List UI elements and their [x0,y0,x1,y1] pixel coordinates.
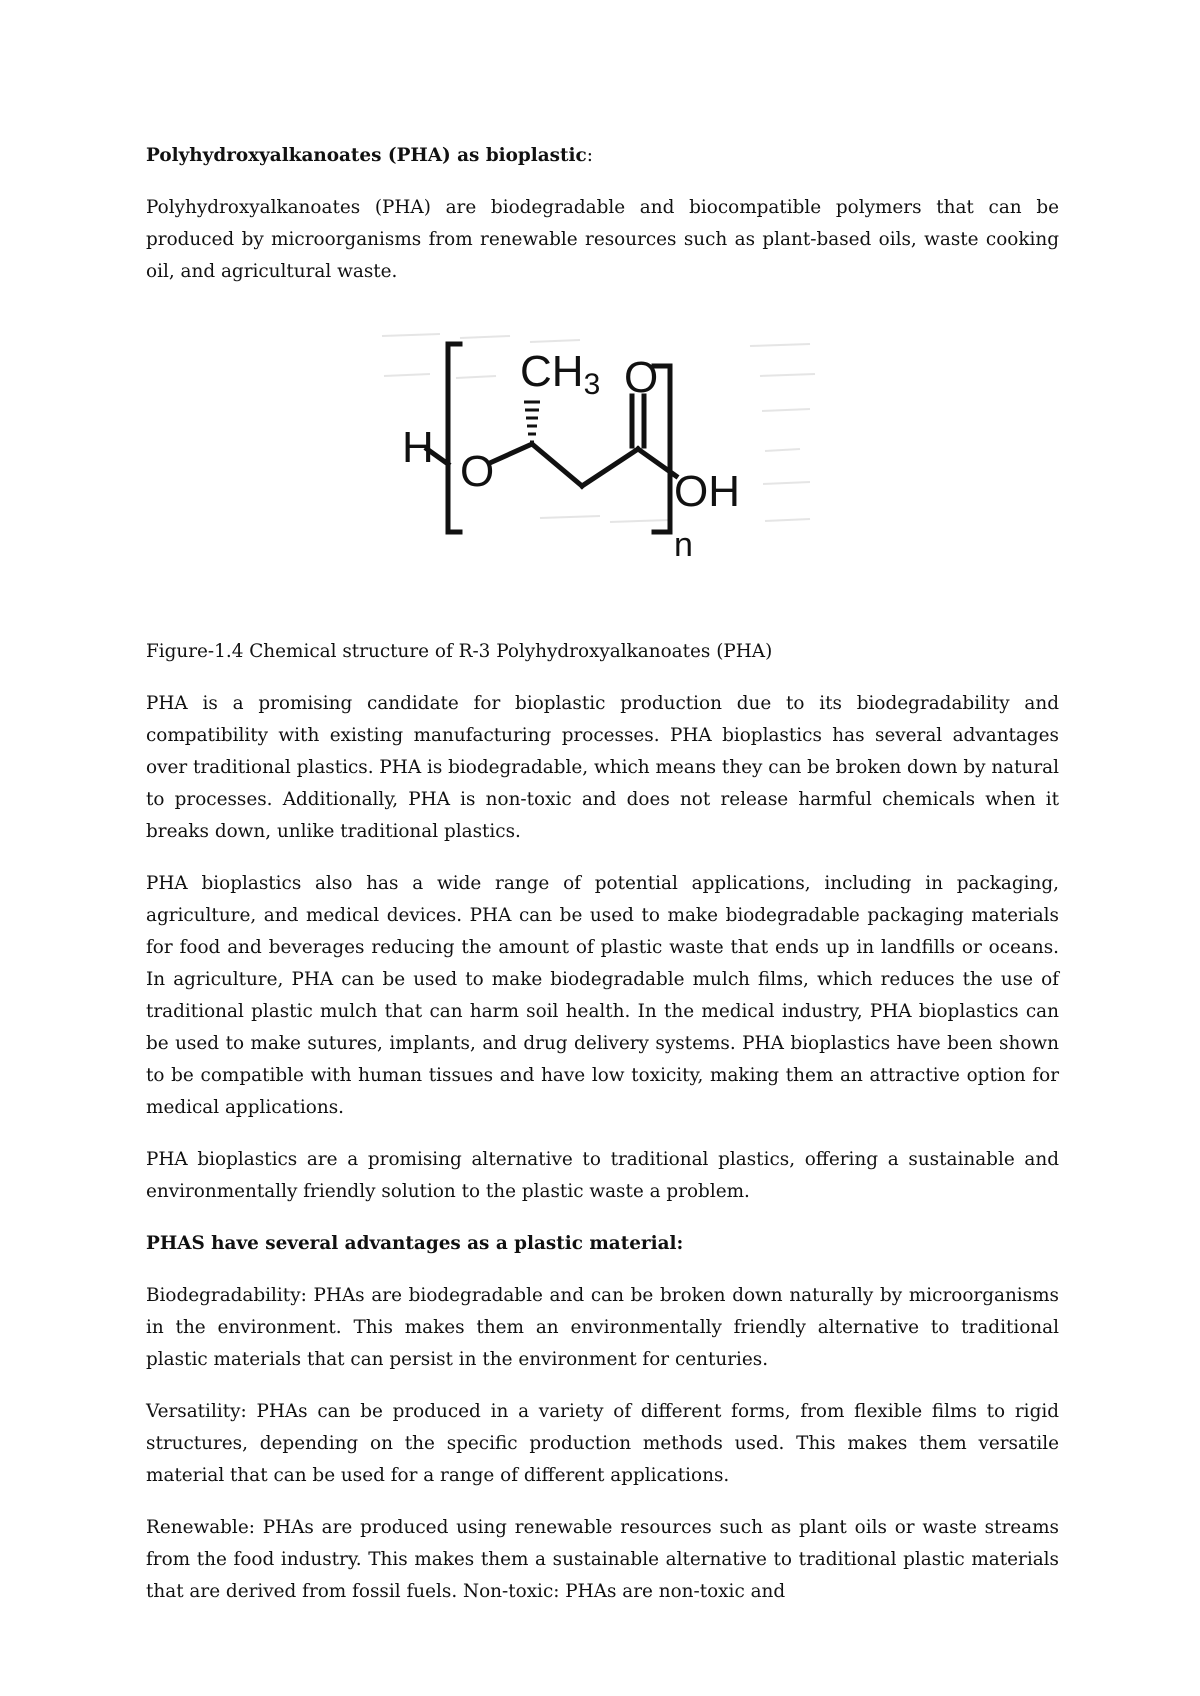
paragraph-candidate: PHA is a promising candidate for bioplastic production due to its biodegradability and compatibility with existing manufacturing processes. PHA bioplastics has several advantages over traditional plastics. PHA is biodegradable, which means they can be broken down by natural to processes. Additionally, PHA is non-toxic and does not release harmful chemicals when it breaks down, unlike traditional plastics. [146,693,1060,842]
advantage-biodegradability: Biodegradability: PHAs are biodegradable and can be broken down naturally by microorganisms in the environment. This makes them an environmentally friendly alternative to traditional plastic materials that can persist in the environment for centuries. [146,1285,1059,1370]
section-heading-text: Polyhydroxyalkanoates (PHA) as bioplastic [146,145,587,166]
o-c-bond [492,444,532,462]
atom-o-ether: O [460,447,495,496]
pha-structure-diagram [370,316,830,586]
hashed-wedge [524,402,540,442]
left-bracket [448,344,460,532]
figure-caption: Figure-1.4 Chemical structure of R-3 Polyhydroxyalkanoates (PHA) [146,641,773,662]
figure-chemical-structure [146,306,1059,636]
atom-ch3-main: CH [520,347,584,396]
section-heading-colon: : [586,145,593,166]
repeat-unit-n: n [674,526,693,564]
advantage-renewable: Renewable: PHAs are produced using renewable resources such as plant oils or waste streams from the food industry. This makes them a sustainable alternative to traditional plastic materials that are derived from fossil fuels. Non-toxic: PHAs are non-toxic and [146,1517,1059,1602]
c-ch2-bond [532,444,582,486]
atom-h: H [402,423,434,472]
advantages-heading: PHAS have several advantages as a plastic material: [146,1233,684,1254]
atom-o-carbonyl: O [624,353,659,402]
paragraph-applications: PHA bioplastics also has a wide range of potential applications, including in packaging, agriculture, and medical devices. PHA can be used to make biodegradable packaging materials for food and beverages reducing the amount of plastic waste that ends up in landfills or oceans. In agriculture, PHA can be used to make biodegradable mulch films, which reduces the use of traditional plastic mulch that can harm soil health. In the medical industry, PHA bioplastics can be used to make sutures, implants, and drug delivery systems. PHA bioplastics have been shown to be compatible with human tissues and have low toxicity, making them an attractive option for medical applications. [146,873,1059,1118]
document-body [146,140,1059,1628]
atom-oh: OH [674,467,740,516]
ch2-c-bond [582,449,638,486]
intro-paragraph: Polyhydroxyalkanoates (PHA) are biodegradable and biocompatible polymers that can be produced by microorganisms from renewable resources such as plant-based oils, waste cooking oil, and agricultural waste. [146,197,1059,282]
atom-ch3-subscript: 3 [583,368,601,401]
paragraph-alternative: PHA bioplastics are a promising alternative to traditional plastics, offering a sustainable and environmentally friendly solution to the plastic waste a problem. [146,1149,1059,1202]
advantage-versatility: Versatility: PHAs can be produced in a variety of different forms, from flexible films to rigid structures, depending on the specific production methods used. This makes them versatile material that can be used for a range of different applications. [146,1401,1059,1486]
atom-ch3 [520,347,600,401]
section-heading [146,140,1059,172]
